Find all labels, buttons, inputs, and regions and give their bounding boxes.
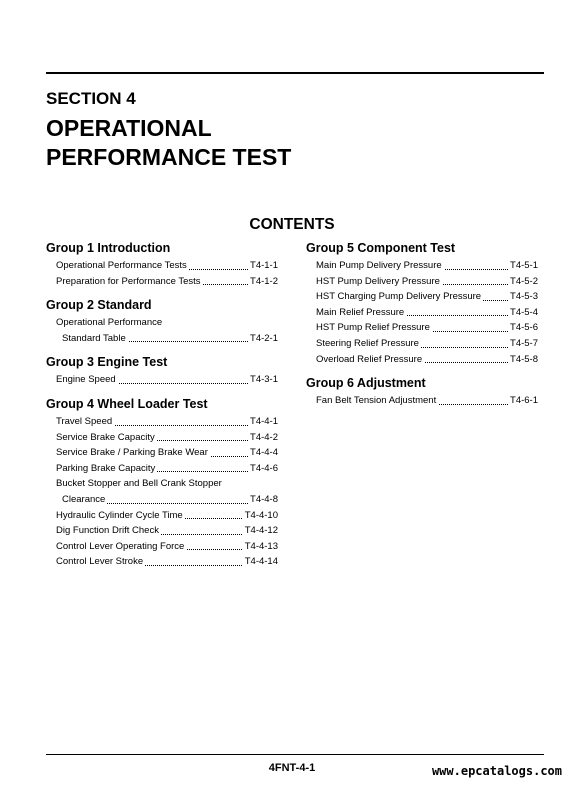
- toc-entry-title: Hydraulic Cylinder Cycle Time: [56, 509, 183, 521]
- toc-entry[interactable]: [56, 414, 278, 430]
- top-rule: [46, 72, 544, 74]
- toc-group-title: Group 3 Engine Test: [46, 355, 168, 370]
- toc-entry-title: Steering Relief Pressure: [316, 337, 419, 349]
- toc-entry[interactable]: [316, 305, 538, 321]
- toc-entry-title: HST Pump Delivery Pressure: [316, 275, 440, 287]
- toc-entry-title: Fan Belt Tension Adjustment: [316, 395, 437, 407]
- contents-right-column: [306, 240, 538, 417]
- section-title: [46, 114, 446, 172]
- toc-entry-page: T4-4-4: [248, 445, 278, 461]
- toc-entry-page: T4-5-6: [508, 320, 538, 336]
- section-label: SECTION 4: [46, 89, 136, 108]
- toc-entry-title: Operational Performance: [56, 317, 163, 329]
- toc-entry-page: T4-3-1: [248, 372, 278, 388]
- toc-group-title: Group 1 Introduction: [46, 241, 171, 255]
- watermark[interactable]: www.epcatalogs.com: [431, 764, 562, 778]
- toc-entry[interactable]: [56, 539, 278, 555]
- toc-entry-page: T4-4-6: [248, 461, 278, 477]
- toc-entry[interactable]: [56, 508, 278, 524]
- page-code: 4FNT-4-1: [268, 762, 316, 774]
- toc-entry[interactable]: [56, 523, 278, 539]
- toc-group: [306, 375, 538, 409]
- toc-entry-page: T4-4-13: [243, 539, 278, 555]
- toc-entry-page: T4-4-2: [248, 430, 278, 446]
- toc-entry-page: T4-5-3: [508, 289, 538, 305]
- toc-group: [46, 396, 278, 570]
- toc-entry-title: Preparation for Performance Tests: [56, 275, 201, 287]
- toc-entry[interactable]: [62, 331, 278, 347]
- bottom-rule: [46, 754, 544, 755]
- toc-entry[interactable]: [56, 445, 278, 461]
- toc-entry-page: T4-6-1: [508, 393, 538, 409]
- toc-entry-page: T4-5-4: [508, 305, 538, 321]
- toc-entry[interactable]: [316, 274, 538, 290]
- toc-entry-title: Dig Function Drift Check: [56, 525, 159, 537]
- toc-entry-page: T4-1-1: [248, 258, 278, 274]
- contents-heading: CONTENTS: [249, 216, 335, 233]
- toc-entry[interactable]: [56, 554, 278, 570]
- toc-entry[interactable]: [56, 476, 278, 492]
- toc-entry[interactable]: [316, 289, 538, 305]
- toc-entry[interactable]: [56, 258, 278, 274]
- toc-entry-title: HST Charging Pump Delivery Pressure: [316, 291, 482, 303]
- toc-entry-title: Parking Brake Capacity: [56, 462, 156, 474]
- toc-entry[interactable]: [56, 372, 278, 388]
- toc-entry[interactable]: [56, 461, 278, 477]
- toc-entry-page: T4-5-1: [508, 258, 538, 274]
- toc-group-title: Group 5 Component Test: [306, 241, 456, 255]
- toc-entry-title: Operational Performance Tests: [56, 260, 187, 271]
- toc-entry[interactable]: [316, 320, 538, 336]
- section-title-line-1: OPERATIONAL: [46, 115, 212, 141]
- toc-entry[interactable]: [316, 352, 538, 368]
- toc-entry-page: T4-5-7: [508, 336, 538, 352]
- toc-entry-page: T4-4-12: [243, 523, 278, 539]
- toc-entry-title: Control Lever Operating Force: [56, 540, 185, 552]
- toc-entry[interactable]: [56, 274, 278, 290]
- toc-entry[interactable]: [316, 393, 538, 409]
- toc-entry-title: HST Pump Relief Pressure: [316, 322, 430, 334]
- toc-group-title: Group 6 Adjustment: [306, 376, 426, 391]
- toc-group: [46, 297, 278, 346]
- toc-group: [46, 354, 278, 388]
- toc-entry-page: T4-4-10: [243, 508, 278, 524]
- toc-entry[interactable]: [316, 258, 538, 274]
- toc-entry-title: Service Brake / Parking Brake Wear: [56, 447, 208, 459]
- toc-entry-title: Control Lever Stroke: [56, 556, 144, 568]
- toc-entry-page: T4-2-1: [248, 331, 278, 347]
- toc-group: [46, 240, 278, 289]
- toc-entry-title: Engine Speed: [56, 374, 116, 386]
- toc-entry-page: T4-4-1: [248, 414, 278, 430]
- toc-entry-title: Bucket Stopper and Bell Crank Stopper: [56, 478, 222, 490]
- toc-entry-title: Overload Relief Pressure: [316, 353, 423, 365]
- contents-left-column: [46, 240, 278, 578]
- toc-entry-title: Travel Speed: [56, 415, 113, 427]
- toc-entry[interactable]: [62, 492, 278, 508]
- toc-entry-title: Standard Table: [62, 332, 126, 344]
- toc-entry-title: Clearance: [62, 493, 106, 505]
- toc-entry[interactable]: [56, 315, 278, 331]
- toc-group-title: Group 2 Standard: [46, 298, 152, 313]
- toc-group-title: Group 4 Wheel Loader Test: [46, 396, 208, 411]
- toc-entry-page: T4-4-14: [243, 554, 278, 570]
- toc-entry-title: Main Pump Delivery Pressure: [316, 260, 442, 271]
- toc-entry-title: Service Brake Capacity: [56, 431, 155, 443]
- toc-entry-page: T4-4-8: [248, 492, 278, 508]
- toc-entry[interactable]: [316, 336, 538, 352]
- toc-entry-page: T4-5-2: [508, 274, 538, 290]
- toc-entry-title: Main Relief Pressure: [316, 306, 405, 318]
- toc-entry-page: T4-5-8: [508, 352, 538, 368]
- section-title-line-2: PERFORMANCE TEST: [46, 144, 292, 170]
- toc-entry[interactable]: [56, 430, 278, 446]
- toc-entry-page: T4-1-2: [248, 274, 278, 290]
- toc-group: [306, 240, 538, 367]
